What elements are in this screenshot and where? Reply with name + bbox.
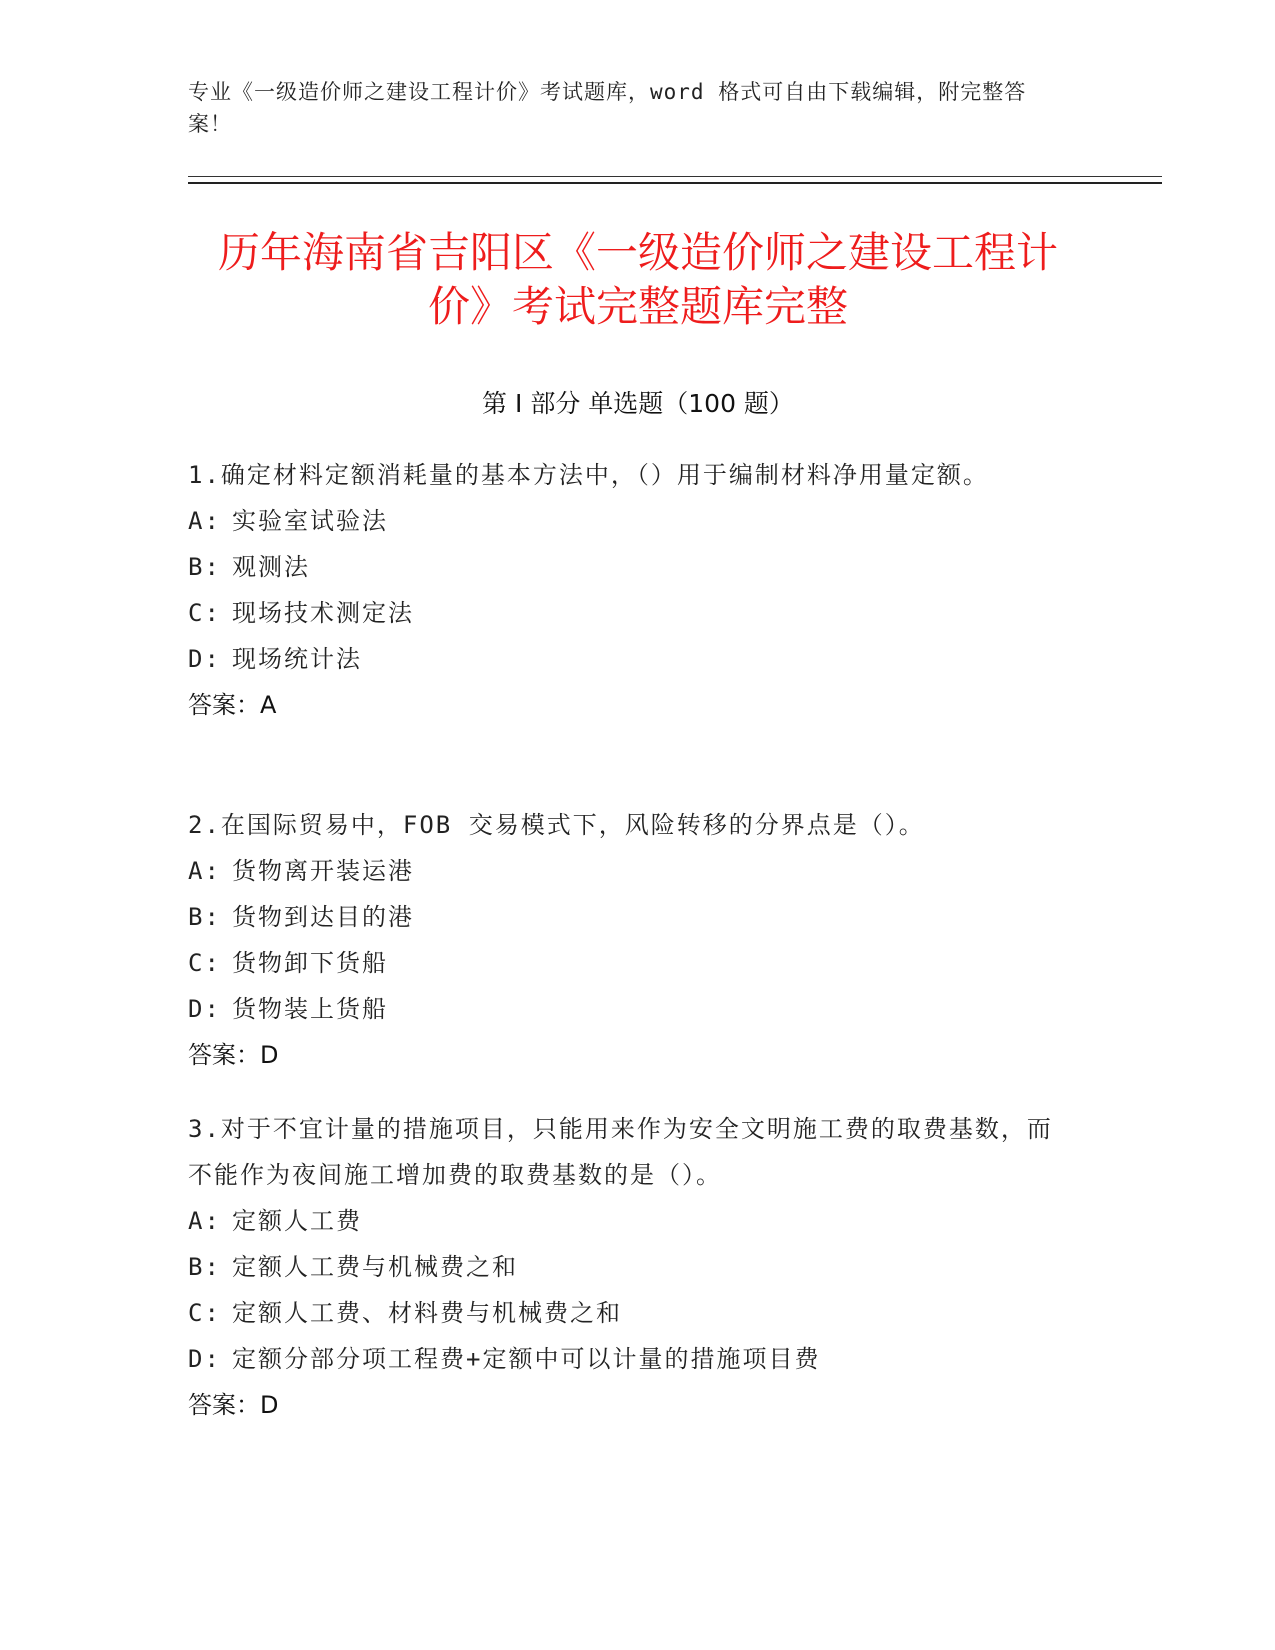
- option-b: [188, 894, 1068, 940]
- option-letter: B:: [188, 553, 221, 581]
- option-letter: A:: [188, 507, 221, 535]
- option-a: [188, 498, 1068, 544]
- option-d: [188, 1336, 1068, 1382]
- option-text: 货物离开装运港: [232, 857, 414, 885]
- header-divider-thin: [188, 176, 1162, 177]
- option-a: [188, 848, 1068, 894]
- option-a: [188, 1198, 1068, 1244]
- question-1: [188, 452, 1068, 728]
- option-c: [188, 590, 1068, 636]
- option-c: [188, 940, 1068, 986]
- option-d: [188, 636, 1068, 682]
- option-text: 货物到达目的港: [232, 903, 414, 931]
- question-stem: 1.确定材料定额消耗量的基本方法中，（）用于编制材料净用量定额。: [188, 461, 989, 489]
- header-note: 专业《一级造价师之建设工程计价》考试题库，word 格式可自由下载编辑，附完整答案！: [188, 80, 1027, 136]
- option-text: 定额人工费、材料费与机械费之和: [232, 1299, 622, 1327]
- option-text: 现场技术测定法: [232, 599, 414, 627]
- option-letter: C:: [188, 599, 221, 627]
- document-title: 历年海南省吉阳区《一级造价师之建设工程计价》考试完整题库完整: [217, 228, 1058, 331]
- option-text: 货物卸下货船: [232, 949, 388, 977]
- option-text: 观测法: [232, 553, 310, 581]
- option-letter: D:: [188, 995, 221, 1023]
- question-3: [188, 1106, 1068, 1428]
- option-text: 定额分部分项工程费+定额中可以计量的措施项目费: [232, 1345, 821, 1373]
- option-b: [188, 544, 1068, 590]
- option-text: 定额人工费与机械费之和: [232, 1253, 518, 1281]
- section-heading: 第 I 部分 单选题（100 题）: [482, 389, 794, 418]
- question-stem: 2.在国际贸易中，FOB 交易模式下，风险转移的分界点是（）。: [188, 811, 925, 839]
- answer: 答案：D: [188, 1391, 279, 1419]
- option-b: [188, 1244, 1068, 1290]
- question-2: [188, 802, 1068, 1078]
- option-letter: B:: [188, 1253, 221, 1281]
- option-letter: C:: [188, 1299, 221, 1327]
- answer: 答案：D: [188, 1041, 279, 1069]
- answer: 答案：A: [188, 691, 277, 719]
- option-d: [188, 986, 1068, 1032]
- header-divider-thick: [188, 182, 1162, 184]
- option-text: 货物装上货船: [232, 995, 388, 1023]
- option-letter: D:: [188, 645, 221, 673]
- option-c: [188, 1290, 1068, 1336]
- option-letter: D:: [188, 1345, 221, 1373]
- option-text: 定额人工费: [232, 1207, 362, 1235]
- option-letter: A:: [188, 1207, 221, 1235]
- option-text: 现场统计法: [232, 645, 362, 673]
- option-letter: B:: [188, 903, 221, 931]
- question-stem: 3.对于不宜计量的措施项目，只能用来作为安全文明施工费的取费基数，而不能作为夜间施工增加费的取费基数的是（）。: [188, 1115, 1053, 1189]
- option-text: 实验室试验法: [232, 507, 388, 535]
- option-letter: A:: [188, 857, 221, 885]
- option-letter: C:: [188, 949, 221, 977]
